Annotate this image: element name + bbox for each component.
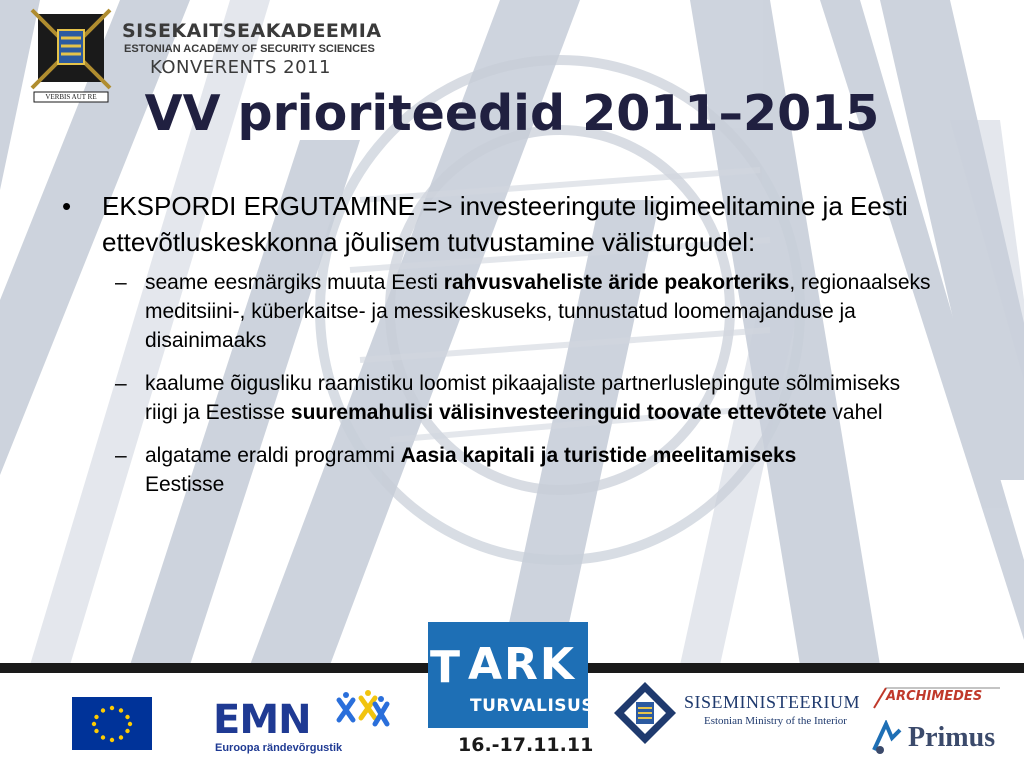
conference-date: 16.-17.11.11 [458,734,594,756]
sub-item-text: algatame eraldi programmi Aasia kapitali ja turistide meelitamiseks Eestisse [145,444,797,496]
dash-marker: – [115,372,127,395]
ministry-subtitle: Estonian Ministry of the Interior [704,715,847,727]
eu-flag-logo [72,697,152,750]
primus-logo [870,718,1010,758]
archimedes-text: ARCHIMEDES [886,689,983,704]
primus-mark-icon [870,720,904,756]
slide-title: VV prioriteedid 2011–2015 [144,85,880,142]
emn-text: EMN [213,697,311,743]
crest-motto: VERBIS AUT RE [45,93,97,101]
main-bullet [60,188,980,260]
sub-item [115,369,980,427]
dash-marker: – [115,271,127,294]
emn-subtitle: Euroopa rändevõrgustik [215,742,343,754]
tark-turvalisus-logo [422,616,595,768]
primus-text: Primus [908,722,996,753]
sub-item [115,268,980,355]
sub-item-text: seame eesmärgiks muuta Eesti rahvusvaheliste äride peakorteriks, regionaalseks meditsiini-, küberkaitse- ja messikeskuseks, tunnustatud loomemajanduse ja disainimaaks [145,271,931,352]
emn-logo [213,690,403,760]
bullet-marker: • [62,191,72,221]
tark-letter-t: T [430,642,461,693]
sub-item-text: kaalume õigusliku raamistiku loomist pikaajaliste partnerluslepingute sõlmimiseks riigi ja Eestisse suuremahulisi välisinvesteeringuid toovate ettevõtete vahel [145,372,901,424]
org-name: SISEKAITSEAKADEEMIA [122,20,382,42]
sub-item-list [115,268,980,499]
conference-label: KONVERENTS 2011 [150,57,331,78]
main-bullet-text: EKSPORDI ERGUTAMINE => investeeringute ligimeelitamine ja Eesti ettevõtluskeskkonna jõulisem tutvustamine välisturgudel: [102,191,908,257]
tark-letters: ARK [468,639,577,690]
siseministeerium-logo [612,678,862,748]
ministry-emblem-icon [612,680,678,746]
organization-header [122,20,382,80]
ministry-title: SISEMINISTEERIUM [684,692,861,712]
tark-subtitle: TURVALISUS [470,696,595,716]
dash-marker: – [115,444,127,467]
archimedes-logo [872,686,1002,710]
slide-content [60,188,980,513]
sub-item [115,441,980,499]
emn-figures-icon [331,690,391,730]
org-name-english: ESTONIAN ACADEMY OF SECURITY SCIENCES [124,43,375,55]
